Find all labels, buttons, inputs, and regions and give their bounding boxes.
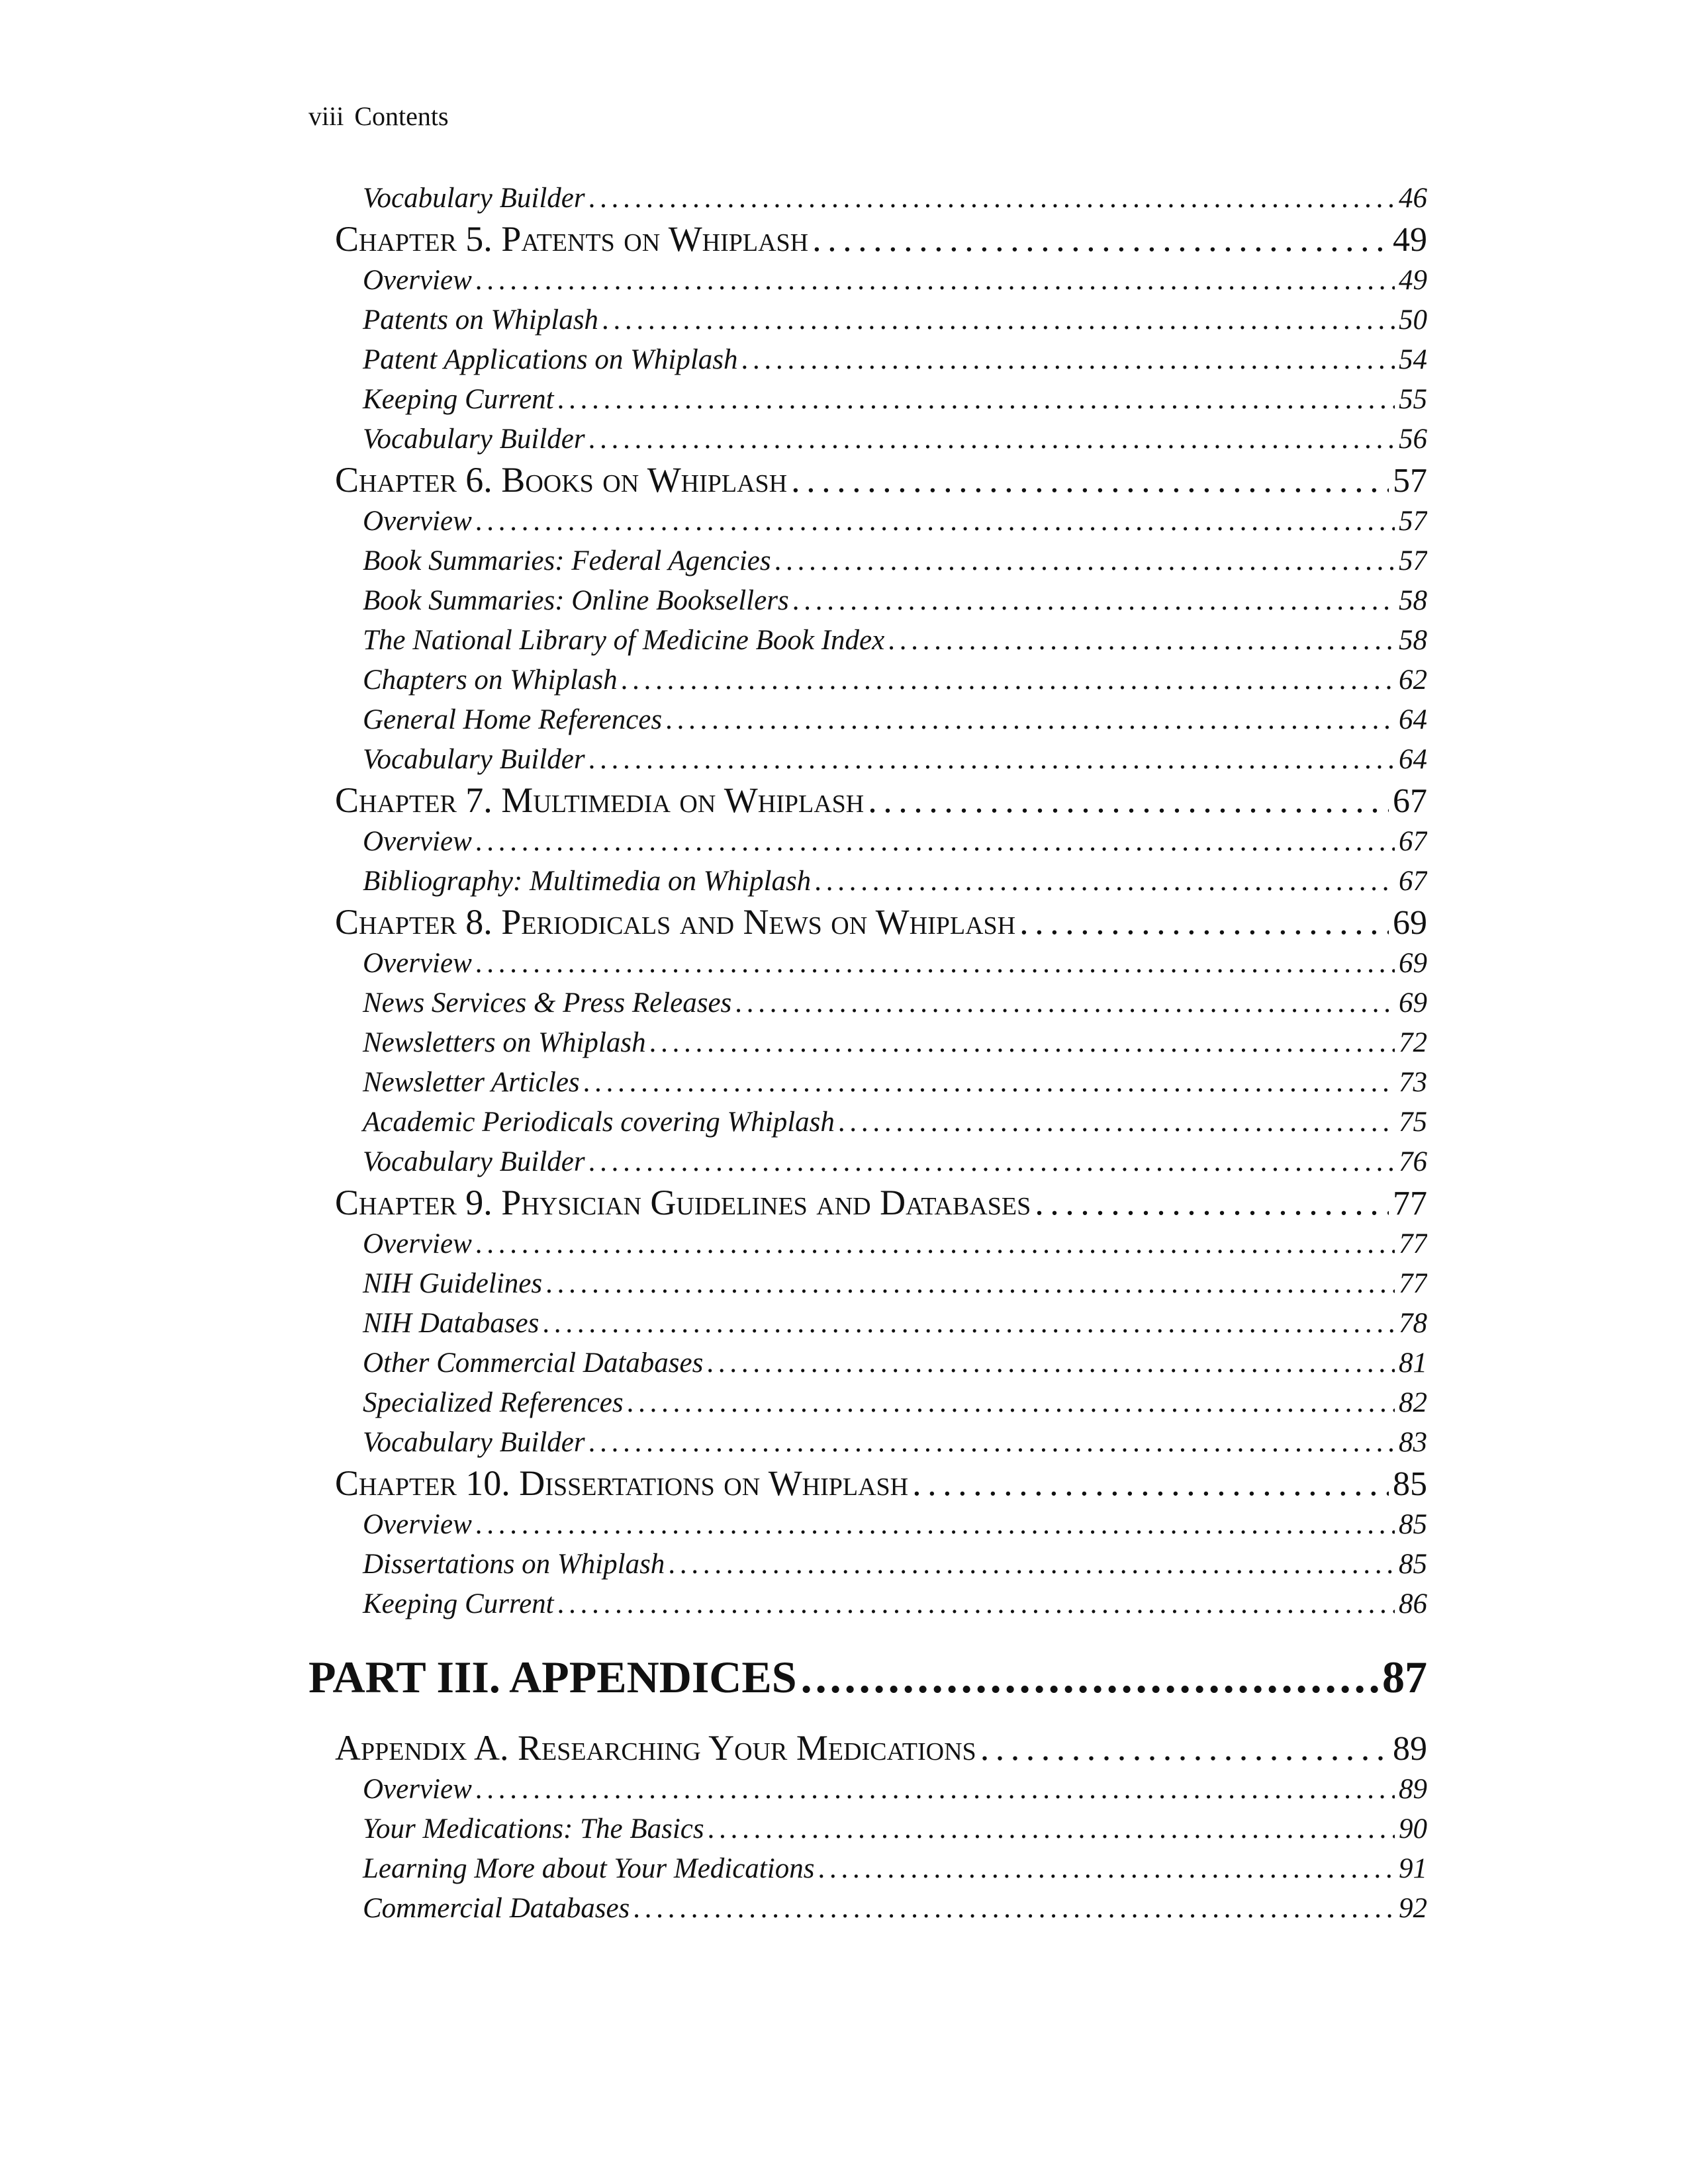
running-head [308,97,449,136]
toc-entry-sub[interactable] [308,1264,1427,1304]
toc-entry-sub[interactable] [308,1023,1427,1063]
toc-entry-sub[interactable] [308,822,1427,862]
toc-entry-title: Overview [363,1228,472,1259]
dot-leader [476,261,1395,300]
toc-entry-title: Patents on Whiplash [363,304,598,336]
toc-entry-title: NIH Guidelines [363,1268,543,1299]
dot-leader [543,1304,1395,1343]
toc-entry-sub[interactable] [308,300,1427,340]
toc-entry-chapter[interactable] [308,218,1427,261]
toc-entry-title: Chapter 8. Periodicals and News on Whiplash [335,902,1016,942]
toc-entry-page: 86 [1399,1588,1427,1619]
toc-entry-chapter[interactable] [308,780,1427,822]
toc-entry-sub[interactable] [308,1142,1427,1182]
dot-leader [476,1770,1395,1809]
toc-entry-page: 54 [1399,344,1427,375]
toc-entry-sub[interactable] [308,1770,1427,1809]
toc-entry-page: 73 [1399,1067,1427,1098]
toc-entry-title: Bibliography: Multimedia on Whiplash [363,866,812,897]
dot-leader [888,621,1395,660]
dot-leader [707,1343,1395,1383]
toc-entry-title: Chapter 7. Multimedia on Whiplash [335,780,865,820]
toc-entry-title: Academic Periodicals covering Whiplash [363,1107,835,1138]
toc-entry-sub[interactable] [308,380,1427,420]
toc-entry-page: 85 [1393,1465,1427,1503]
toc-entry-page: 82 [1399,1387,1427,1418]
toc-entry-sub[interactable] [308,502,1427,541]
dot-leader [669,1545,1395,1584]
toc-entry-sub[interactable] [308,660,1427,700]
toc-entry-sub[interactable] [308,740,1427,780]
toc-entry-sub[interactable] [308,261,1427,300]
toc-entry-page: 56 [1399,424,1427,455]
toc-entry-page: 69 [1399,948,1427,979]
toc-entry-title: The National Library of Medicine Book Index [363,625,885,656]
toc-entry-title: Vocabulary Builder [363,183,585,214]
toc-entry-page: 49 [1399,265,1427,296]
toc-entry-page: 67 [1399,826,1427,857]
toc-entry-sub[interactable] [308,581,1427,621]
toc-entry-page: 91 [1399,1853,1427,1884]
toc-entry-page: 64 [1399,744,1427,775]
table-of-contents [308,179,1427,1929]
toc-entry-page: 55 [1399,384,1427,415]
toc-entry-title: Vocabulary Builder [363,744,585,775]
toc-entry-title: Chapter 9. Physician Guidelines and Databases [335,1183,1031,1222]
toc-entry-title: Overview [363,948,472,979]
dot-leader [735,983,1395,1023]
toc-entry-sub[interactable] [308,1224,1427,1264]
dot-leader [589,1142,1395,1182]
dot-leader [622,660,1395,700]
toc-entry-sub[interactable] [308,1505,1427,1545]
dot-leader [628,1383,1395,1423]
toc-entry-title: Overview [363,1509,472,1540]
toc-entry-title: Newsletters on Whiplash [363,1027,646,1058]
toc-entry-sub[interactable] [308,179,1427,218]
toc-entry-page: 57 [1399,506,1427,537]
toc-entry-title: Chapters on Whiplash [363,664,618,696]
toc-entry-title: Vocabulary Builder [363,1146,585,1177]
toc-entry-sub[interactable] [308,1343,1427,1383]
dot-leader [775,541,1395,581]
toc-entry-chapter[interactable] [308,901,1427,944]
toc-entry-chapter[interactable] [308,1182,1427,1224]
toc-entry-sub[interactable] [308,541,1427,581]
toc-entry-page: 50 [1399,304,1427,336]
toc-entry-page: 81 [1399,1347,1427,1379]
toc-entry-page: 69 [1393,904,1427,942]
toc-entry-title: Keeping Current [363,1588,554,1619]
dot-leader [812,218,1389,259]
toc-entry-sub[interactable] [308,1545,1427,1584]
toc-entry-sub[interactable] [308,420,1427,459]
dot-leader [742,340,1395,380]
dot-leader [602,300,1395,340]
toc-entry-title: Learning More about Your Medications [363,1853,815,1884]
dot-leader [589,1423,1395,1463]
toc-entry-page: 67 [1399,866,1427,897]
toc-entry-sub[interactable] [308,621,1427,660]
toc-entry-sub[interactable] [308,944,1427,983]
toc-entry-page: 72 [1399,1027,1427,1058]
dot-leader [589,179,1395,218]
toc-entry-sub[interactable] [308,1304,1427,1343]
toc-entry-sub[interactable] [308,983,1427,1023]
toc-entry-title: Other Commercial Databases [363,1347,704,1379]
toc-entry-page: 85 [1399,1509,1427,1540]
dot-leader [980,1727,1389,1768]
toc-entry-chapter[interactable] [308,1727,1427,1770]
dot-leader [801,1651,1378,1704]
dot-leader [708,1809,1395,1849]
dot-leader [476,944,1395,983]
toc-entry-title: Overview [363,826,472,857]
toc-entry-sub[interactable] [308,1423,1427,1463]
toc-entry-sub[interactable] [308,1063,1427,1103]
toc-entry-page: 75 [1399,1107,1427,1138]
toc-entry-title: Chapter 5. Patents on Whiplash [335,219,809,259]
toc-entry-title: Commercial Databases [363,1893,630,1924]
toc-entry-title: Book Summaries: Online Booksellers [363,585,789,616]
toc-entry-title: Specialized References [363,1387,624,1418]
toc-entry-page: 57 [1399,545,1427,576]
toc-entry-title: Vocabulary Builder [363,1427,585,1458]
running-head-title: Contents [354,101,449,131]
toc-entry-page: 67 [1393,782,1427,820]
toc-entry-page: 77 [1399,1268,1427,1299]
toc-entry-page: 89 [1399,1774,1427,1805]
dot-leader [476,502,1395,541]
toc-entry-page: 64 [1399,704,1427,735]
dot-leader [558,1584,1395,1624]
toc-entry-title: Overview [363,506,472,537]
toc-entry-title: Chapter 10. Dissertations on Whiplash [335,1463,909,1503]
toc-entry-title: Chapter 6. Books on Whiplash [335,460,788,500]
dot-leader [868,780,1389,821]
toc-entry-title: Keeping Current [363,384,554,415]
toc-entry-page: 57 [1393,462,1427,500]
toc-entry-title: Overview [363,265,472,296]
dot-leader [558,380,1395,420]
toc-entry-title: PART III. APPENDICES [308,1652,797,1702]
dot-leader [584,1063,1395,1103]
dot-leader [1035,1182,1389,1223]
toc-entry-title: Patent Applications on Whiplash [363,344,738,375]
toc-entry-page: 87 [1382,1652,1427,1702]
toc-entry-page: 77 [1399,1228,1427,1259]
dot-leader [476,1505,1395,1545]
toc-entry-title: Appendix A. Researching Your Medications [335,1728,976,1768]
dot-leader [791,459,1389,500]
toc-entry-title: NIH Databases [363,1308,539,1339]
toc-entry-title: Vocabulary Builder [363,424,585,455]
toc-entry-sub[interactable] [308,340,1427,380]
dot-leader [589,740,1395,780]
dot-leader [666,700,1395,740]
dot-leader [815,862,1395,901]
toc-entry-sub[interactable] [308,1809,1427,1849]
dot-leader [476,1224,1395,1264]
dot-leader [839,1103,1395,1142]
toc-entry-chapter[interactable] [308,1463,1427,1505]
toc-entry-part[interactable] [308,1651,1427,1704]
toc-entry-page: 49 [1393,221,1427,259]
dot-leader [476,822,1395,862]
dot-leader [1019,901,1389,942]
toc-entry-title: General Home References [363,704,663,735]
toc-entry-sub[interactable] [308,862,1427,901]
toc-entry-chapter[interactable] [308,459,1427,502]
toc-entry-sub[interactable] [308,1103,1427,1142]
toc-entry-page: 77 [1393,1185,1427,1222]
toc-entry-page: 89 [1393,1730,1427,1768]
toc-entry-page: 83 [1399,1427,1427,1458]
toc-entry-page: 92 [1399,1893,1427,1924]
dot-leader [546,1264,1395,1304]
toc-entry-sub[interactable] [308,1383,1427,1423]
toc-entry-page: 58 [1399,585,1427,616]
dot-leader [912,1463,1389,1504]
toc-entry-sub[interactable] [308,1584,1427,1624]
toc-entry-page: 58 [1399,625,1427,656]
page-number: viii [308,101,344,131]
toc-entry-page: 76 [1399,1146,1427,1177]
dot-leader [589,420,1395,459]
dot-leader [633,1889,1395,1929]
toc-entry-title: Book Summaries: Federal Agencies [363,545,771,576]
dot-leader [818,1849,1395,1889]
toc-entry-sub[interactable] [308,1849,1427,1889]
toc-entry-title: Dissertations on Whiplash [363,1549,665,1580]
toc-entry-title: Newsletter Articles [363,1067,580,1098]
dot-leader [793,581,1395,621]
toc-entry-page: 46 [1399,183,1427,214]
toc-entry-page: 90 [1399,1813,1427,1844]
toc-entry-title: Overview [363,1774,472,1805]
toc-entry-page: 62 [1399,664,1427,696]
toc-entry-sub[interactable] [308,1889,1427,1929]
toc-entry-page: 78 [1399,1308,1427,1339]
toc-entry-page: 85 [1399,1549,1427,1580]
dot-leader [650,1023,1395,1063]
toc-entry-page: 69 [1399,987,1427,1019]
toc-entry-title: News Services & Press Releases [363,987,732,1019]
toc-entry-title: Your Medications: The Basics [363,1813,704,1844]
toc-entry-sub[interactable] [308,700,1427,740]
